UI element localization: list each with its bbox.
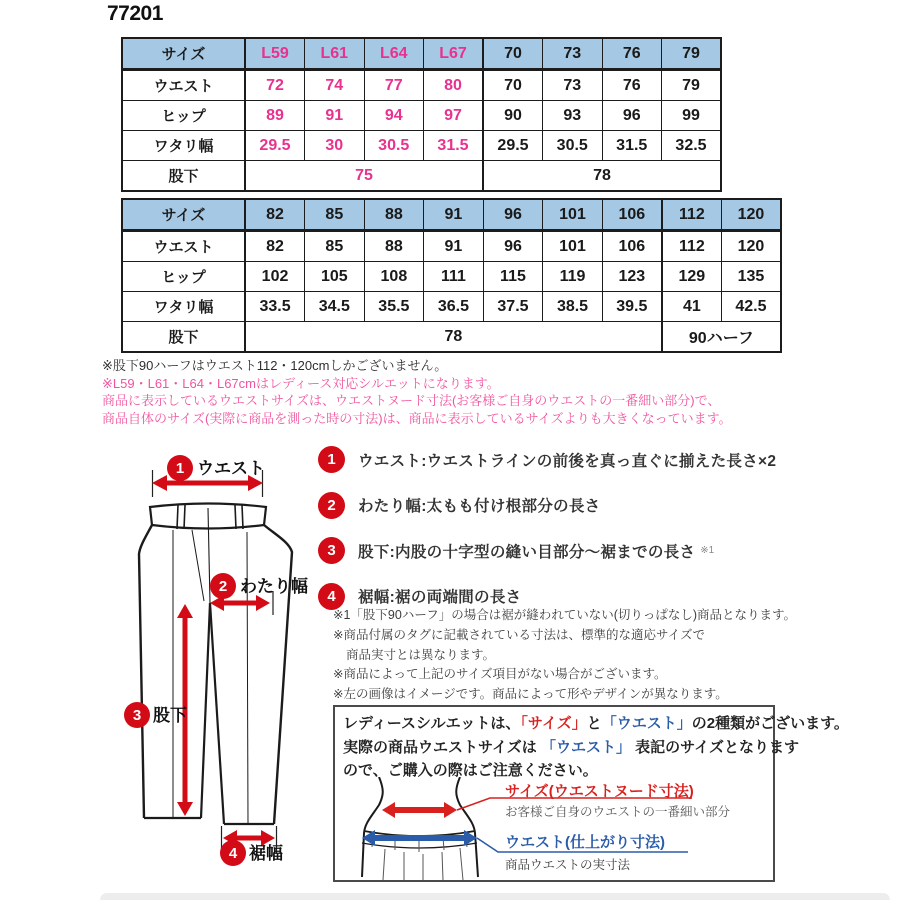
size-value-cell: 99 (662, 101, 722, 131)
size-value-cell: 135 (721, 262, 781, 292)
info-text-run: レディースシルエットは、 (343, 715, 521, 732)
size-column-header: 101 (543, 199, 603, 231)
size-column-header: 79 (662, 38, 722, 70)
size-value-cell: 106 (602, 231, 662, 262)
info-text-run: の2種類がございます。 (691, 715, 849, 732)
table-note-line: 商品に表示しているウエストサイズは、ウエストヌード寸法(お客様ご自身のウエストの一番細い部分)で、 (102, 393, 721, 408)
measure-definition-text: わたり幅:太もも付け根部分の長さ (358, 498, 601, 515)
waist-label: ウエスト (197, 459, 265, 478)
size-row-label: ヒップ (122, 101, 245, 131)
pants-measurement-diagram (100, 440, 330, 900)
size-value-cell: 74 (305, 70, 365, 101)
size-column-header: L59 (245, 38, 305, 70)
size-value-cell: 72 (245, 70, 305, 101)
size-row-label: ワタリ幅 (122, 131, 245, 161)
size-value-cell: 29.5 (245, 131, 305, 161)
size-column-header: 112 (662, 199, 722, 231)
size-value-cell: 119 (543, 262, 603, 292)
size-table-row (122, 131, 721, 161)
info-text-run: 「ウエスト」 (601, 715, 692, 732)
info-text-run: ので、ご購入の際はご注意ください。 (343, 762, 598, 779)
size-column-header: L61 (305, 38, 365, 70)
size-value-cell: 123 (602, 262, 662, 292)
size-value-cell: 37.5 (483, 292, 543, 322)
size-column-header: 96 (483, 199, 543, 231)
info-text-run: 表記のサイズとなります (631, 738, 799, 756)
fine-print-line: ※商品によって上記のサイズ項目がない場合がございます。 (333, 667, 667, 682)
size-value-cell: 120 (721, 231, 781, 262)
measure-note-reference: ※1 (700, 545, 715, 556)
thigh-width-label: わたり幅 (240, 577, 308, 596)
size-table-1 (121, 37, 722, 192)
size-row-label: 股下 (122, 161, 245, 192)
size-value-cell: 38.5 (543, 292, 603, 322)
size-value-cell: 73 (543, 70, 603, 101)
fine-print-line: 商品実寸とは異なります。 (346, 647, 496, 662)
size-column-header: 70 (483, 38, 543, 70)
nude-size-label: サイズ(ウエストヌード寸法) (505, 783, 694, 800)
fine-print-line: ※左の画像はイメージです。商品によって形やデザインが異なります。 (333, 687, 728, 702)
measure-definition-text: ウエスト:ウエストラインの前後を真っ直ぐに揃えた長さ×2 (358, 452, 777, 470)
size-value-cell: 112 (662, 231, 722, 262)
size-value-cell: 35.5 (364, 292, 424, 322)
size-header-label: サイズ (122, 199, 245, 231)
size-column-header: 85 (305, 199, 365, 231)
size-column-header: 88 (364, 199, 424, 231)
inseam-label: 股下 (153, 706, 187, 725)
hem-width-label: 裾幅 (249, 844, 283, 863)
number-badge-icon: 4 (318, 583, 345, 610)
size-value-cell: 29.5 (483, 131, 543, 161)
size-value-cell: 96 (483, 231, 543, 262)
size-value-cell: 33.5 (245, 292, 305, 322)
size-value-cell: 129 (662, 262, 722, 292)
size-column-header: L67 (424, 38, 484, 70)
size-value-cell: 31.5 (424, 131, 484, 161)
number-badge-icon: 3 (318, 537, 345, 564)
size-column-header: 76 (602, 38, 662, 70)
ladies-silhouette-info-box (333, 705, 849, 882)
page-bottom-band (100, 893, 890, 900)
size-value-cell: 36.5 (424, 292, 484, 322)
badge-1-number: 1 (175, 460, 185, 477)
number-badge-icon: 1 (318, 446, 345, 473)
size-value-cell: 91 (305, 101, 365, 131)
size-column-header: 73 (543, 38, 603, 70)
size-table-row (122, 101, 721, 131)
size-value-cell: 78 (245, 322, 662, 353)
size-value-cell: 111 (424, 262, 484, 292)
measure-definition-item (318, 446, 776, 473)
size-row-label: ヒップ (122, 262, 245, 292)
size-value-cell: 75 (245, 161, 483, 192)
table-note-line: ※L59・L61・L64・L67cmはレディース対応シルエットになります。 (102, 375, 500, 391)
fine-print-notes (333, 606, 796, 705)
badge-4-number: 4 (228, 845, 238, 862)
size-table-row (122, 292, 781, 322)
table-note-line: 商品自体のサイズ(実際に商品を測った時の寸法)は、商品に表示しているサイズよりも大きくなっています。 (102, 410, 732, 426)
size-value-cell: 30.5 (364, 131, 424, 161)
table-note-line: ※股下90ハーフはウエスト112・120cmしかございません。 (102, 358, 448, 373)
size-value-cell: 93 (543, 101, 603, 131)
size-value-cell: 76 (602, 70, 662, 101)
number-badge-icon: 2 (318, 492, 345, 519)
badge-2-number: 2 (218, 578, 228, 595)
badge-3-number: 3 (132, 707, 142, 724)
size-value-cell: 90 (483, 101, 543, 131)
info-text-run: 「サイズ」 (520, 715, 587, 732)
info-text-run: 実際の商品ウエストサイズは (343, 738, 541, 756)
size-table-row (122, 70, 721, 101)
measure-definitions-list (318, 446, 776, 628)
finished-waist-label: ウエスト(仕上がり寸法) (505, 834, 665, 851)
measure-definition-item (318, 537, 776, 564)
measure-definition-text: 股下:内股の十字型の縫い目部分〜裾までの長さ (358, 543, 696, 561)
size-value-cell: 91 (424, 231, 484, 262)
fine-print-line: ※1「股下90ハーフ」の場合は裾が縫われていない(切りっぱなし)商品となります。 (333, 608, 797, 622)
size-table-row (122, 322, 781, 353)
size-value-cell: 105 (305, 262, 365, 292)
size-value-cell: 34.5 (305, 292, 365, 322)
info-text-run: と (586, 715, 602, 732)
size-column-header: 106 (602, 199, 662, 231)
info-text-run: 「ウエスト」 (540, 738, 631, 756)
size-table-row (122, 161, 721, 192)
size-row-label: ウエスト (122, 231, 245, 262)
size-value-cell: 115 (483, 262, 543, 292)
table-notes (102, 357, 732, 427)
product-code-title: 77201 (107, 2, 163, 25)
size-value-cell: 85 (305, 231, 365, 262)
size-value-cell: 78 (483, 161, 721, 192)
size-column-header: 82 (245, 199, 305, 231)
size-row-label: ワタリ幅 (122, 292, 245, 322)
nude-size-description: お客様ご自身のウエストの一番細い部分 (505, 805, 731, 819)
size-value-cell: 39.5 (602, 292, 662, 322)
size-value-cell: 90ハーフ (662, 322, 781, 353)
size-column-header: 91 (424, 199, 484, 231)
size-value-cell: 42.5 (721, 292, 781, 322)
size-header-label: サイズ (122, 38, 245, 70)
size-value-cell: 80 (424, 70, 484, 101)
size-value-cell: 101 (543, 231, 603, 262)
info-line-2 (343, 736, 849, 760)
info-box-text (343, 712, 849, 783)
size-value-cell: 94 (364, 101, 424, 131)
size-value-cell: 97 (424, 101, 484, 131)
size-table-row (122, 231, 781, 262)
size-row-label: ウエスト (122, 70, 245, 101)
size-column-header: L64 (364, 38, 424, 70)
size-value-cell: 108 (364, 262, 424, 292)
info-line-1 (343, 712, 849, 736)
measure-definition-item (318, 492, 776, 519)
size-value-cell: 79 (662, 70, 722, 101)
size-value-cell: 88 (364, 231, 424, 262)
size-value-cell: 89 (245, 101, 305, 131)
size-table-row (122, 199, 781, 231)
size-row-label: 股下 (122, 322, 245, 353)
size-table-row (122, 38, 721, 70)
size-column-header: 120 (721, 199, 781, 231)
size-value-cell: 30 (305, 131, 365, 161)
size-table-2 (121, 198, 782, 353)
size-value-cell: 82 (245, 231, 305, 262)
size-value-cell: 41 (662, 292, 722, 322)
size-value-cell: 31.5 (602, 131, 662, 161)
measure-definition-text: 裾幅:裾の両端間の長さ (358, 589, 522, 606)
fine-print-line: ※商品付属のタグに記載されている寸法は、標準的な適応サイズで (333, 627, 705, 642)
size-value-cell: 70 (483, 70, 543, 101)
finished-waist-description: 商品ウエストの実寸法 (505, 858, 631, 872)
size-value-cell: 102 (245, 262, 305, 292)
size-value-cell: 32.5 (662, 131, 722, 161)
size-value-cell: 96 (602, 101, 662, 131)
size-table-row (122, 262, 781, 292)
size-value-cell: 77 (364, 70, 424, 101)
size-value-cell: 30.5 (543, 131, 603, 161)
